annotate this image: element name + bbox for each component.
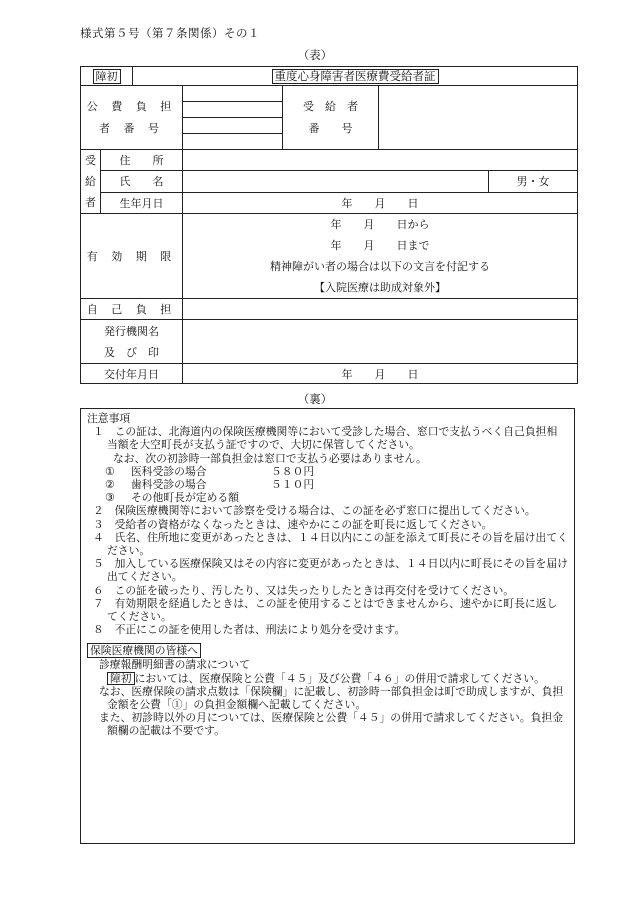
recipient-number-label: 受 給 者 番 号 (283, 86, 379, 150)
form-number: 様式第５号（第７条関係）その１ (80, 26, 260, 40)
validity-bracket: 【入院医療は助成対象外】 (314, 281, 447, 294)
note-item-2: ２ 保険医療機関等において診察を受ける場合は、この証を必ず窓口に提出してください。 (93, 504, 536, 518)
payer-number-field[interactable] (183, 86, 283, 150)
gender-field[interactable]: 男・女 (489, 171, 578, 192)
notice-paragraph-3: また、初診時以外の月については、医療保険と公費「４５」の併用で請求してください。負担金額欄の記載は不要です。 (99, 711, 564, 738)
note-item-6: ６ この証を破ったり、汚したり、又は失ったりしたときは再交付を受けてください。 (93, 583, 515, 597)
note-item-8: ８ 不正にこの証を使用した者は、刑法により処分を受けます。 (93, 623, 406, 637)
issuer-field[interactable] (183, 320, 578, 364)
notes-title: 注意事項 (87, 412, 131, 425)
validity-field[interactable] (183, 214, 578, 299)
fee-row-3: ③ その他町長が定める額 (105, 491, 239, 505)
address-label: 住 所 (101, 150, 183, 171)
certificate-title: 重度心身障害者医療費受給者証 (272, 69, 439, 84)
notice-title: 保険医療機関の皆様へ (87, 643, 568, 658)
notice-paragraph-2: なお、医療保険の請求点数は「保険欄」に記載し、初診時一部負担金は町で助成しますが、負担金額を公費「①」の負担金額欄へ記載してください。 (99, 684, 564, 712)
certificate-back (80, 408, 575, 844)
copay-field[interactable] (183, 299, 578, 320)
notice-paragraph-1: 障初 においては、医療保険と公費「４５」及び公費「４６」の併用で請求してください。 (87, 672, 568, 685)
kind-cell (81, 67, 133, 86)
recipient-number-field[interactable] (379, 86, 578, 150)
copay-label: 自 己 負 担 (81, 299, 183, 320)
note-item-1: １ この証は、北海道内の保険医療機関等において受診した場合、窓口で支払うべく自己負担相当額を大空町長が支払う証ですので、大切に保管してください。 (93, 425, 558, 452)
issue-date-label: 交付年月日 (81, 364, 183, 384)
validity-to: 年 月 日まで (330, 239, 430, 252)
back-side-label: （裏） (297, 392, 333, 406)
note-item-1-sub: なお、次の初診時一部負担金は窓口で支払う必要はありません。 (113, 451, 427, 465)
note-item-3: ３ 受給者の資格がなくなったときは、速やかにこの証を町長に返してください。 (93, 517, 493, 531)
issue-date-field[interactable]: 年 月 日 (183, 364, 578, 384)
note-item-4: ４ 氏名、住所地に変更があったときは、１４日以内にこの証を添えて町長にその旨を届け出てください。 (93, 530, 568, 558)
fee-row-1: ① 医科受診の場合 ５８０円 (105, 464, 315, 478)
notice-kind-badge: 障初 (107, 672, 135, 685)
fee-row-2: ② 歯科受診の場合 ５１０円 (105, 478, 315, 492)
birthdate-field[interactable]: 年 月 日 (183, 192, 578, 213)
kind-badge: 障初 (93, 69, 121, 84)
front-side-label: （表） (297, 48, 333, 62)
note-item-5: ５ 加入している医療保険又はその内容に変更があったときは、１４日以内に町長にその旨を届け出てください。 (93, 557, 568, 584)
notice-subtitle: 診療報酬明細書の請求について (99, 658, 250, 672)
validity-from: 年 月 日から (330, 218, 430, 231)
issuer-label: 発行機関名 及 び 印 (81, 320, 183, 364)
note-item-7: ７ 有効期限を経過したときは、この証を使用することはできませんから、速やかに町長に返してください。 (93, 596, 558, 624)
validity-label: 有 効 期 限 (81, 214, 183, 299)
name-label: 氏 名 (101, 171, 183, 192)
recipient-group-label: 受 給 者 (81, 150, 101, 214)
address-field[interactable] (183, 150, 578, 171)
validity-note: 精神障がい者の場合は以下の文言を付記する (270, 260, 491, 273)
name-field[interactable] (183, 171, 489, 192)
certificate-front-table (80, 66, 578, 384)
birthdate-label: 生年月日 (101, 192, 183, 213)
title-cell (133, 67, 578, 86)
payer-number-label: 公 費 負 担 者 番 号 (81, 86, 183, 150)
